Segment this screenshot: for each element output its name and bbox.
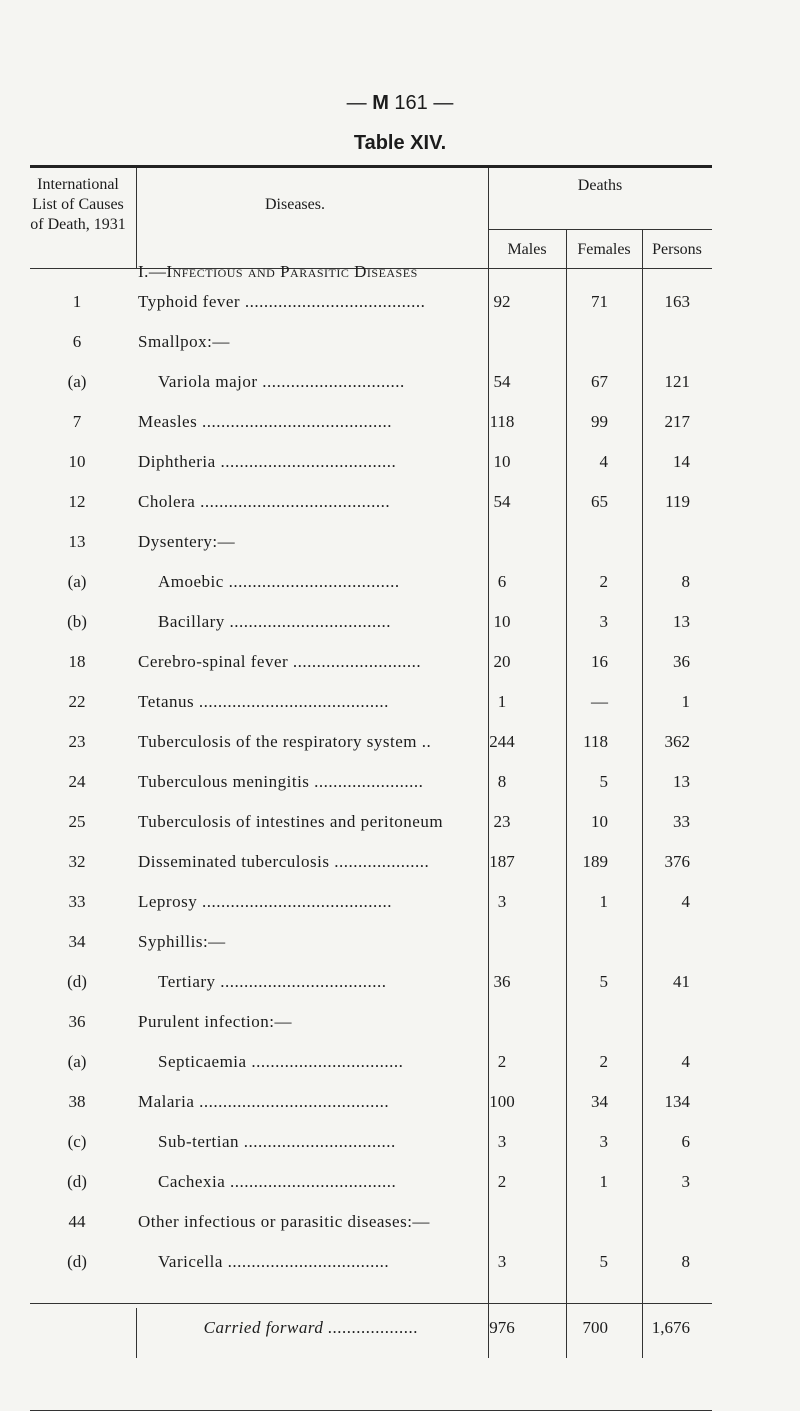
page-number-header bbox=[0, 92, 800, 115]
table-row bbox=[0, 767, 800, 797]
row-desc: Variola major .............................. bbox=[158, 372, 405, 391]
carried-forward-rule bbox=[30, 1303, 712, 1304]
row-females: 5 bbox=[599, 772, 608, 791]
row-persons: 4 bbox=[681, 892, 690, 911]
row-females: 2 bbox=[599, 1052, 608, 1071]
row-males: 1 bbox=[497, 692, 507, 711]
row-code: 23 bbox=[68, 732, 86, 751]
row-persons: 217 bbox=[664, 412, 690, 431]
table-row bbox=[0, 567, 800, 597]
row-desc: Cerebro-spinal fever ........................... bbox=[138, 652, 422, 671]
row-females: 10 bbox=[591, 812, 608, 831]
row-code: 7 bbox=[72, 412, 82, 431]
row-code: (a) bbox=[67, 572, 87, 591]
row-desc: Dysentery:— bbox=[138, 532, 236, 551]
header-deaths: Deaths bbox=[577, 177, 623, 194]
top-rule bbox=[30, 165, 712, 168]
row-code: 1 bbox=[72, 292, 82, 311]
row-desc: Measles ........................................ bbox=[138, 412, 392, 431]
row-males: 10 bbox=[493, 612, 511, 631]
row-desc: Smallpox:— bbox=[138, 332, 230, 351]
row-persons: 1 bbox=[681, 692, 690, 711]
row-males: 36 bbox=[493, 972, 511, 991]
table-row bbox=[0, 687, 800, 717]
row-persons: 4 bbox=[681, 1052, 690, 1071]
row-code: 13 bbox=[68, 532, 86, 551]
row-code: 36 bbox=[68, 1012, 86, 1031]
row-desc: Syphillis:— bbox=[138, 932, 226, 951]
row-females: 189 bbox=[582, 852, 608, 871]
row-desc: Typhoid fever ...................................... bbox=[138, 292, 426, 311]
page-header-number: 161 — bbox=[388, 92, 454, 114]
row-desc: Leprosy ........................................ bbox=[138, 892, 392, 911]
carried-forward-males: 976 bbox=[489, 1318, 515, 1337]
table-row bbox=[0, 927, 800, 957]
row-males: 100 bbox=[489, 1092, 515, 1111]
row-desc: Disseminated tuberculosis .................... bbox=[138, 852, 430, 871]
table-row bbox=[0, 367, 800, 397]
row-females: 99 bbox=[591, 412, 608, 431]
row-persons: 14 bbox=[673, 452, 690, 471]
row-females: 118 bbox=[583, 732, 608, 751]
table-row bbox=[0, 807, 800, 837]
row-persons: 8 bbox=[681, 1252, 690, 1271]
row-males: 118 bbox=[489, 412, 515, 431]
row-desc: Malaria ........................................ bbox=[138, 1092, 390, 1111]
table-row bbox=[0, 487, 800, 517]
row-code: 32 bbox=[68, 852, 86, 871]
row-desc: Varicella .................................. bbox=[158, 1252, 390, 1271]
table-row bbox=[0, 647, 800, 677]
row-males: 3 bbox=[497, 892, 507, 911]
row-males: 187 bbox=[489, 852, 515, 871]
row-code: (b) bbox=[67, 612, 87, 631]
table-row bbox=[0, 727, 800, 757]
row-persons: 134 bbox=[664, 1092, 690, 1111]
row-code: 38 bbox=[68, 1092, 86, 1111]
row-code: 44 bbox=[68, 1212, 86, 1231]
row-males: 3 bbox=[497, 1132, 507, 1151]
row-females: 5 bbox=[599, 1252, 608, 1271]
row-desc: Other infectious or parasitic diseases:— bbox=[138, 1212, 430, 1231]
row-males: 2 bbox=[497, 1052, 507, 1071]
row-code: (d) bbox=[67, 1172, 87, 1191]
row-persons: 13 bbox=[673, 772, 690, 791]
header-females: Females bbox=[577, 241, 631, 258]
row-code: 24 bbox=[68, 772, 86, 791]
row-desc: Tuberculosis of intestines and peritoneum bbox=[138, 812, 444, 831]
row-desc: Amoebic .................................... bbox=[158, 572, 400, 591]
table-row bbox=[0, 1047, 800, 1077]
row-desc: Tertiary ................................... bbox=[158, 972, 387, 991]
row-females: 4 bbox=[599, 452, 608, 471]
row-persons: 362 bbox=[664, 732, 690, 751]
row-desc: Cachexia ................................... bbox=[158, 1172, 397, 1191]
table-row bbox=[0, 887, 800, 917]
table-row bbox=[0, 1127, 800, 1157]
row-desc: Sub-tertian ................................ bbox=[158, 1132, 396, 1151]
row-persons: 163 bbox=[664, 292, 690, 311]
row-code: 6 bbox=[72, 332, 82, 351]
row-code: 34 bbox=[68, 932, 86, 951]
header-code-line-3: of Death, 1931 bbox=[30, 216, 126, 233]
row-desc: Tetanus ........................................ bbox=[138, 692, 389, 711]
row-code: (a) bbox=[67, 1052, 87, 1071]
table-row bbox=[0, 287, 800, 317]
row-females: 71 bbox=[591, 292, 608, 311]
row-persons: 3 bbox=[681, 1172, 690, 1191]
row-males: 54 bbox=[493, 492, 511, 511]
table-row bbox=[0, 847, 800, 877]
row-desc: Tuberculous meningitis ....................... bbox=[138, 772, 424, 791]
carried-forward-persons: 1,676 bbox=[651, 1318, 690, 1337]
row-code: 33 bbox=[68, 892, 86, 911]
row-persons: 119 bbox=[665, 492, 690, 511]
carried-forward-females: 700 bbox=[582, 1318, 608, 1337]
table-row bbox=[0, 1007, 800, 1037]
row-code: 18 bbox=[68, 652, 86, 671]
row-persons: 8 bbox=[681, 572, 690, 591]
row-code: 25 bbox=[68, 812, 86, 831]
header-code bbox=[22, 175, 134, 235]
row-code: (c) bbox=[67, 1132, 87, 1151]
row-desc: Septicaemia ................................ bbox=[158, 1052, 404, 1071]
row-persons: 121 bbox=[664, 372, 690, 391]
row-males: 3 bbox=[497, 1252, 507, 1271]
table-row bbox=[0, 1167, 800, 1197]
header-males: Males bbox=[507, 241, 547, 258]
row-desc: Cholera ........................................ bbox=[138, 492, 391, 511]
carried-forward-label: Carried forward ................... bbox=[203, 1318, 419, 1337]
row-males: 10 bbox=[493, 452, 511, 471]
row-desc: Tuberculosis of the respiratory system .. bbox=[138, 732, 432, 751]
row-desc: Bacillary .................................. bbox=[158, 612, 392, 631]
row-females: 3 bbox=[599, 1132, 608, 1151]
row-females: 2 bbox=[599, 572, 608, 591]
row-females: 16 bbox=[591, 652, 608, 671]
page-header-prefix: — bbox=[346, 92, 373, 114]
carried-forward-row bbox=[0, 1313, 800, 1343]
row-males: 6 bbox=[497, 572, 507, 591]
row-code: 12 bbox=[68, 492, 86, 511]
table-row bbox=[0, 327, 800, 357]
section-heading: I.—Infectious and Parasitic Diseases bbox=[138, 262, 418, 281]
table-title: Table XIV. bbox=[353, 132, 447, 154]
table-row bbox=[0, 527, 800, 557]
row-code: 22 bbox=[68, 692, 86, 711]
row-desc: Diphtheria ..................................... bbox=[138, 452, 397, 471]
row-females: 1 bbox=[599, 1172, 608, 1191]
row-females: 3 bbox=[599, 612, 608, 631]
row-code: (a) bbox=[67, 372, 87, 391]
page-header-letter: M bbox=[372, 92, 389, 114]
table-row bbox=[0, 1207, 800, 1237]
row-males: 92 bbox=[493, 292, 511, 311]
header-code-line-2: List of Causes bbox=[32, 196, 124, 213]
deaths-subheader-rule bbox=[488, 229, 712, 230]
row-females: 5 bbox=[599, 972, 608, 991]
header-persons: Persons bbox=[652, 241, 702, 258]
row-females: 65 bbox=[591, 492, 608, 511]
row-males: 2 bbox=[497, 1172, 507, 1191]
row-persons: 33 bbox=[673, 812, 690, 831]
section-heading-row bbox=[0, 257, 800, 287]
table-row bbox=[0, 607, 800, 637]
table-row bbox=[0, 1087, 800, 1117]
header-diseases: Diseases. bbox=[265, 196, 325, 213]
table-row bbox=[0, 1247, 800, 1277]
row-code: (d) bbox=[67, 1252, 87, 1271]
row-males: 8 bbox=[497, 772, 507, 791]
table-row bbox=[0, 407, 800, 437]
row-desc: Purulent infection:— bbox=[138, 1012, 293, 1031]
row-persons: 36 bbox=[673, 652, 690, 671]
row-persons: 41 bbox=[673, 972, 690, 991]
row-males: 244 bbox=[489, 732, 515, 751]
row-persons: 13 bbox=[673, 612, 690, 631]
row-persons: 6 bbox=[681, 1132, 690, 1151]
row-persons: 376 bbox=[664, 852, 690, 871]
row-males: 20 bbox=[493, 652, 511, 671]
col-sep-code bbox=[136, 168, 137, 268]
table-row bbox=[0, 967, 800, 997]
row-females: 1 bbox=[599, 892, 608, 911]
row-males: 54 bbox=[493, 372, 511, 391]
table-row bbox=[0, 447, 800, 477]
row-females: 34 bbox=[591, 1092, 608, 1111]
header-code-line-1: International bbox=[37, 176, 119, 193]
row-females: — bbox=[591, 692, 608, 711]
row-code: (d) bbox=[67, 972, 87, 991]
row-males: 23 bbox=[493, 812, 511, 831]
row-code: 10 bbox=[68, 452, 86, 471]
row-females: 67 bbox=[591, 372, 608, 391]
